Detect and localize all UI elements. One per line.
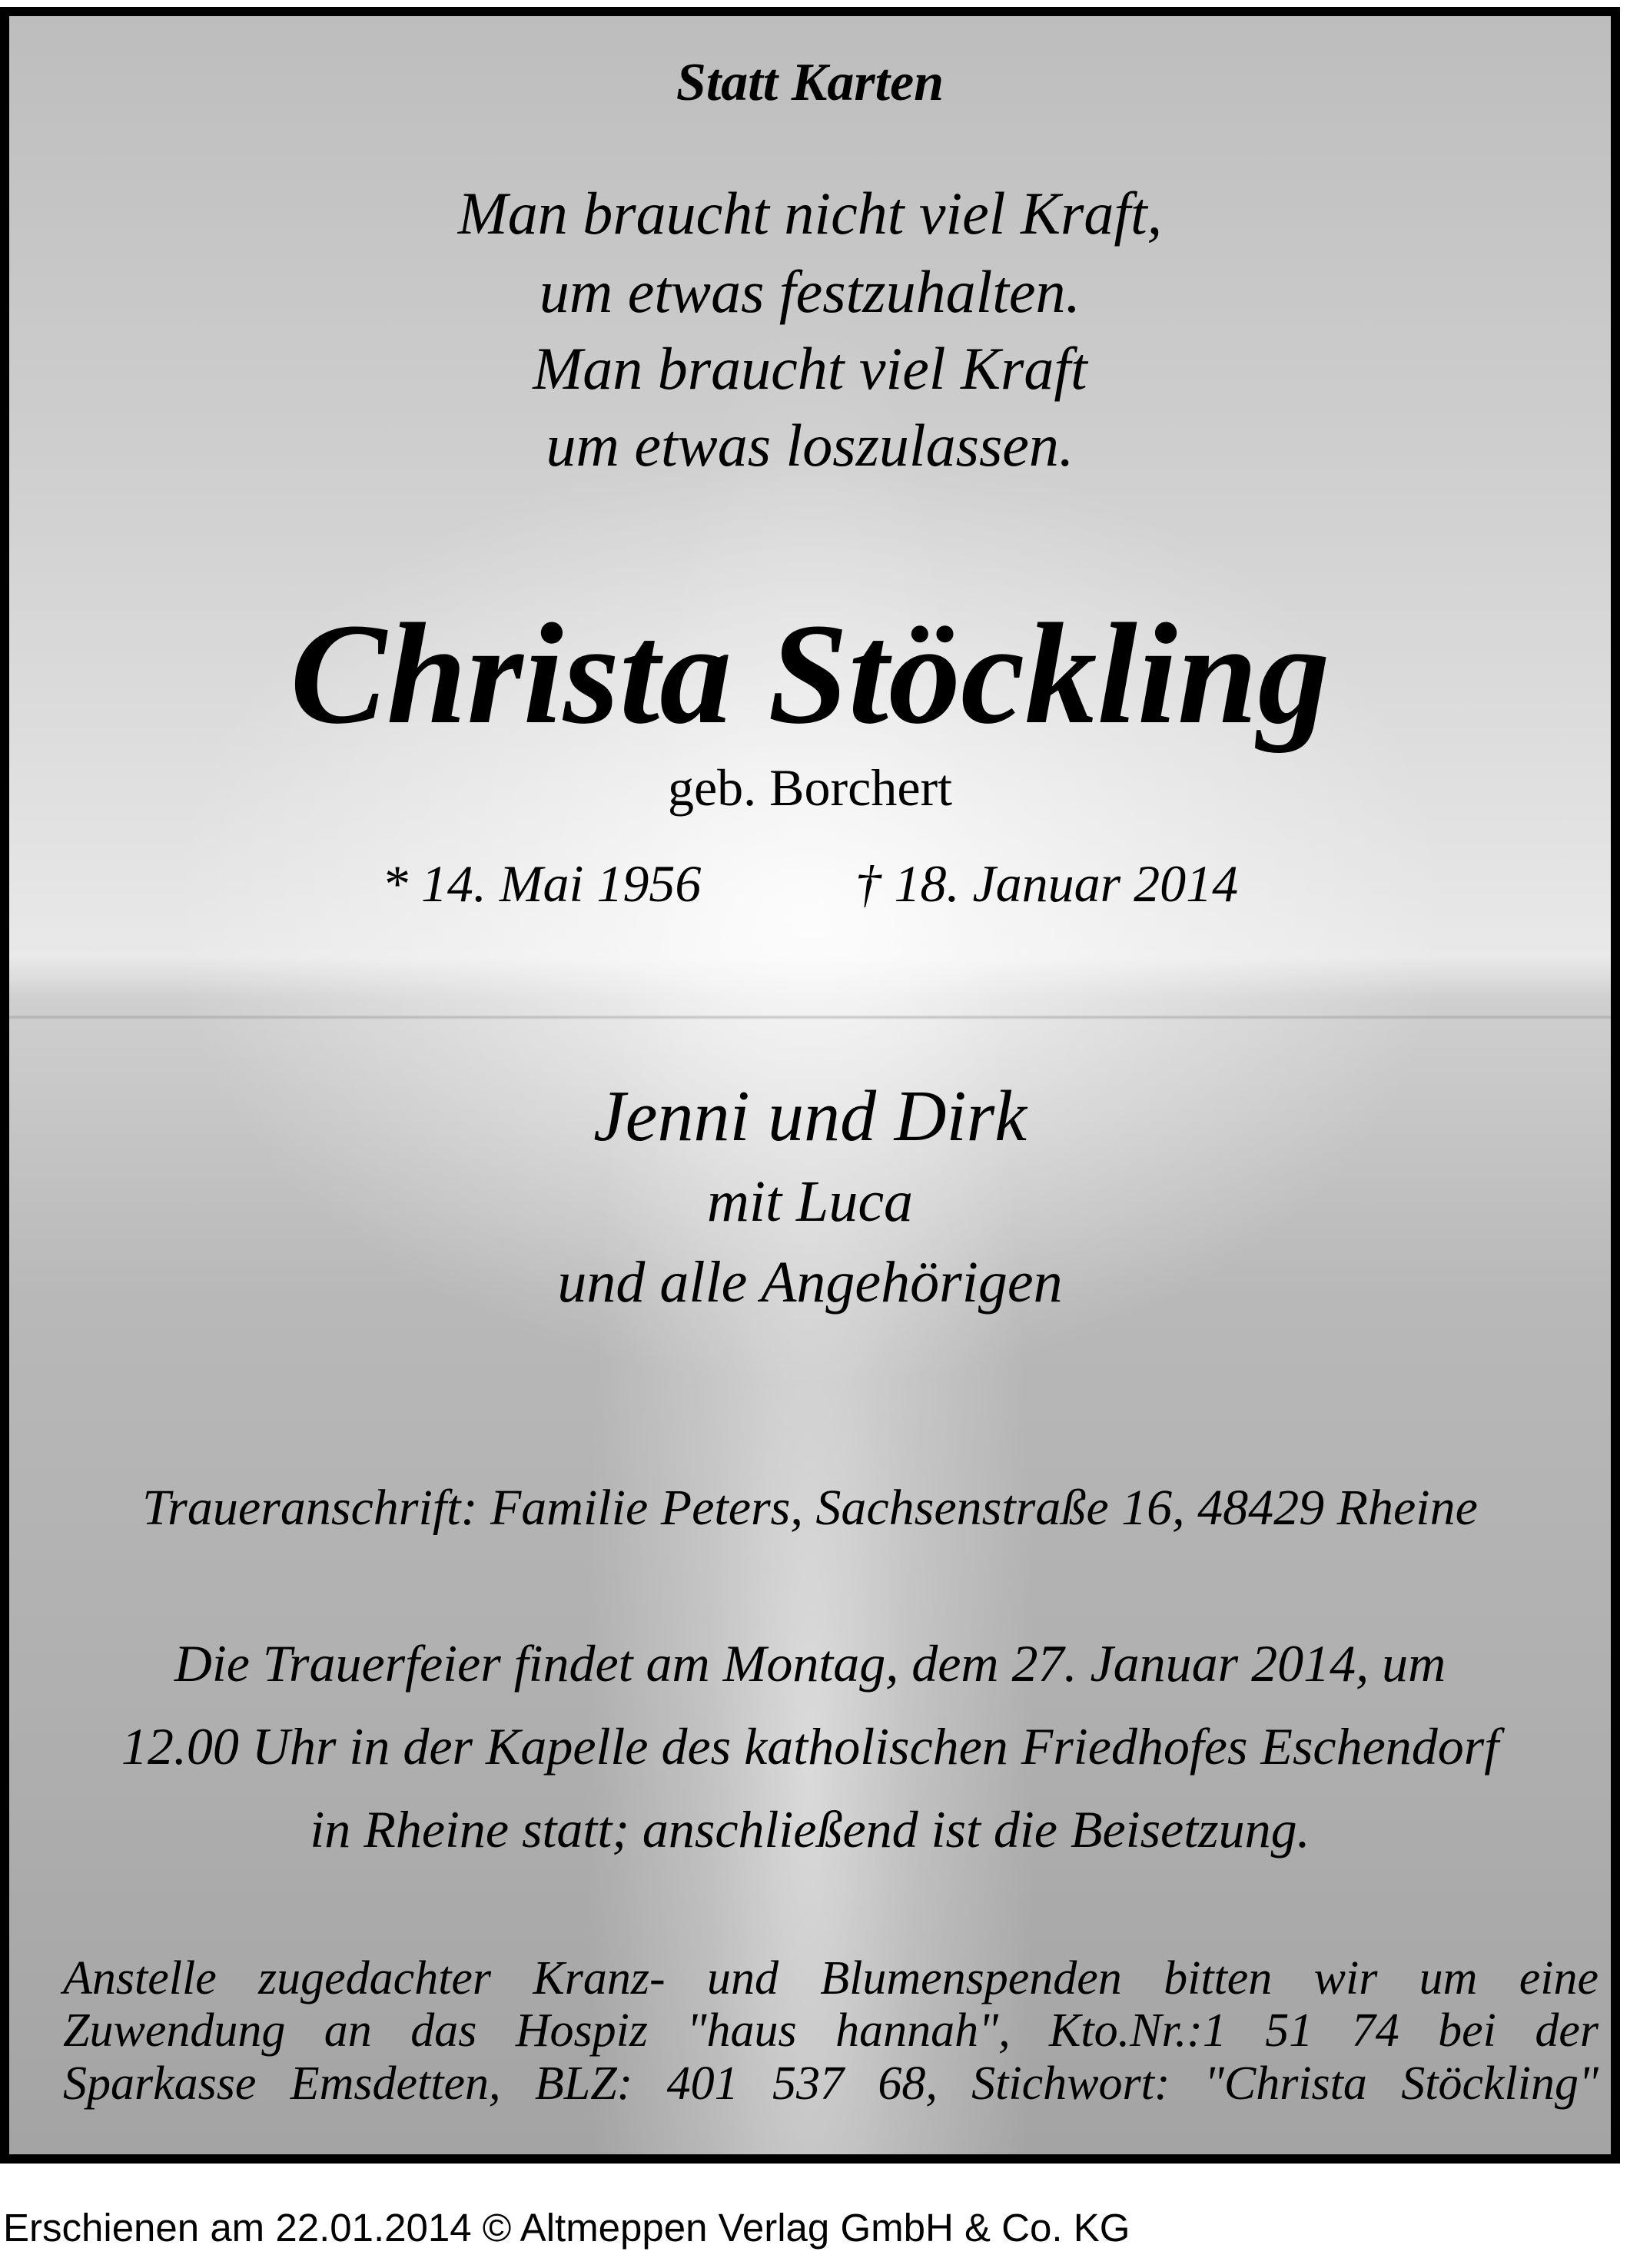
birth-date: * 14. Mai 1956 [381,854,702,913]
service-line: 12.00 Uhr in der Kapelle des katholischen Friedhofes Eschendorf [121,1717,1499,1776]
obituary-notice [0,7,1620,2164]
notice-header: Statt Karten [676,53,945,112]
service-line: Die Trauerfeier findet am Montag, dem 27. Januar 2014, um [174,1634,1446,1693]
poem-line: um etwas festzuhalten. [539,258,1081,325]
donation-line: Zuwendung an das Hospiz "haus hannah", Kto.Nr.:1 51 74 bei der [63,2004,1599,2057]
death-date: † 18. Januar 2014 [855,854,1239,913]
service-line: in Rheine statt; anschließend ist die Beisetzung. [310,1800,1310,1858]
donation-line: Anstelle zugedachter Kranz- und Blumenspenden bitten wir um eine [63,1952,1599,2004]
mourning-address: Traueranschrift: Familie Peters, Sachsenstraße 16, 48429 Rheine [142,1480,1478,1536]
poem-line: Man braucht viel Kraft [533,335,1087,402]
mourner-names: Jenni und Dirk [593,1076,1027,1156]
mourner-line: mit Luca [706,1169,914,1234]
poem-line: Man braucht nicht viel Kraft, [457,180,1163,247]
life-dates [9,854,1611,913]
deceased-name: Christa Stöckling [290,593,1330,754]
sea-horizon-background [9,1015,1611,1020]
poem-line: um etwas loszulassen. [546,412,1074,479]
publication-footer: Erschienen am 22.01.2014 © Altmeppen Verlag GmbH & Co. KG [3,2206,1130,2250]
maiden-name: geb. Borchert [667,758,953,817]
mourner-line: und alle Angehörigen [557,1250,1063,1315]
donation-line: Sparkasse Emsdetten, BLZ: 401 537 68, Stichwort: "Christa Stöckling" [63,2057,1599,2110]
